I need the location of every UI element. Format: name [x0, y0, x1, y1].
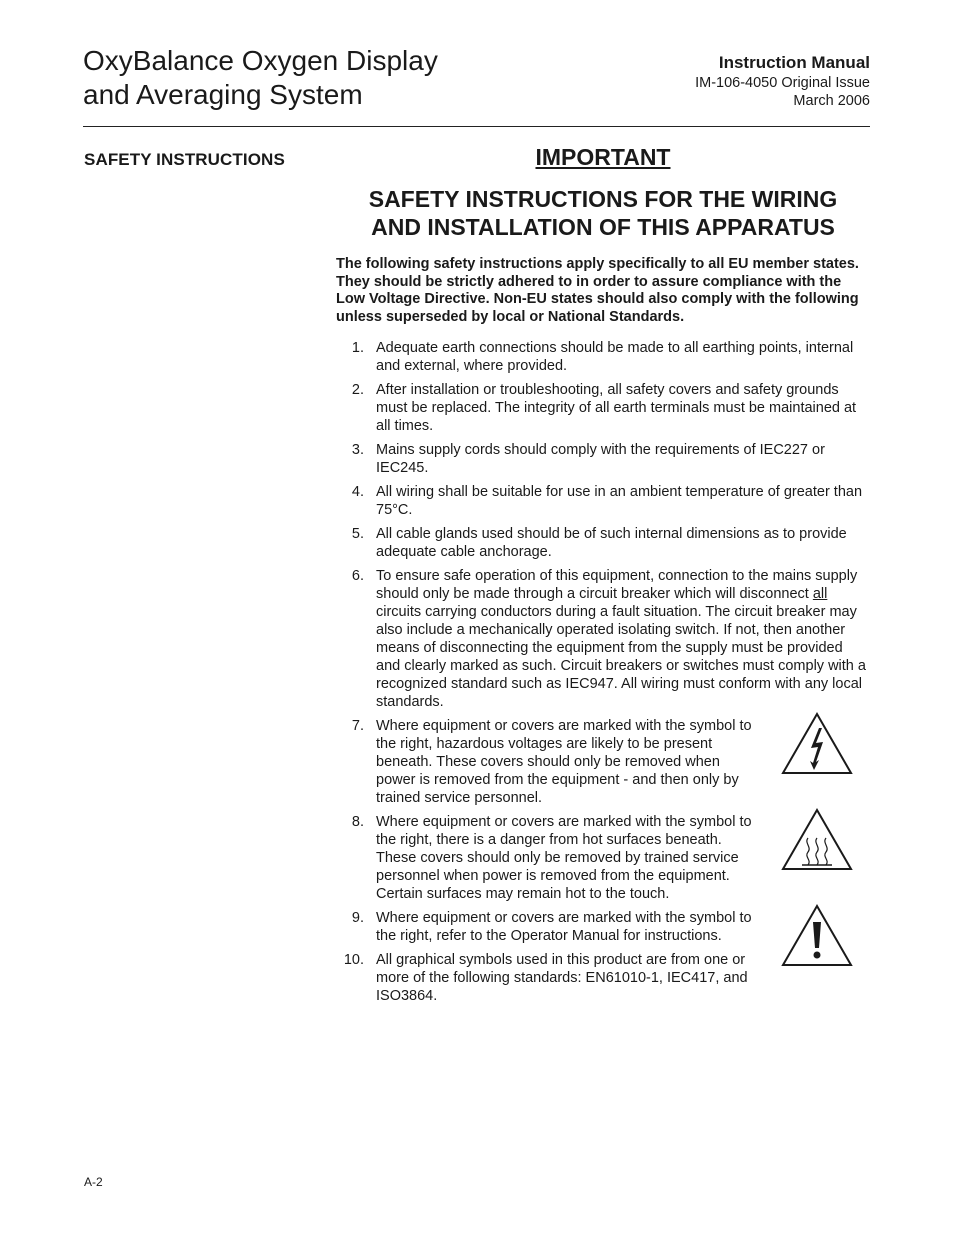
item-text-underlined: all — [812, 586, 828, 602]
list-item — [336, 951, 870, 1005]
item-text: All wiring shall be suitable for use in an ambient temperature of greater than 75°C. — [376, 484, 863, 518]
item-text-part: To ensure safe operation of this equipment, connection to the mains supply should only be made through a circuit breaker which will disconnect — [376, 568, 858, 602]
list-item — [336, 483, 870, 519]
main-content — [336, 142, 870, 1011]
safety-list — [336, 339, 870, 1005]
doc-number: IM-106-4050 Original Issue — [695, 75, 870, 91]
item-text — [376, 568, 866, 710]
item-number: 3. — [351, 442, 364, 458]
list-item — [336, 567, 870, 711]
header-info — [695, 52, 870, 110]
page-number: A-2 — [84, 1175, 103, 1189]
side-section-title: SAFETY INSTRUCTIONS — [84, 150, 285, 169]
item-number: 2. — [351, 382, 364, 398]
hot-surface-icon — [780, 807, 854, 873]
item-text: Where equipment or covers are marked with the symbol to the right, hazardous voltages are likely to be present beneath. These covers should only be removed when power is removed from the equipment - and then only by trained service personnel. — [376, 718, 752, 806]
list-item — [336, 717, 870, 807]
item-number: 9. — [351, 910, 364, 926]
item-text: Adequate earth connections should be made to all earthing points, internal and external, where provided. — [376, 340, 854, 374]
list-item — [336, 525, 870, 561]
important-heading: IMPORTANT — [535, 144, 671, 170]
item-number: 6. — [351, 568, 364, 584]
list-item — [336, 441, 870, 477]
header-divider — [83, 126, 870, 127]
item-number: 10. — [343, 952, 364, 968]
item-number: 5. — [351, 526, 364, 542]
item-number: 1. — [351, 340, 364, 356]
heading-line-2: AND INSTALLATION OF THIS APPARATUS — [371, 214, 835, 240]
heading-line-1: SAFETY INSTRUCTIONS FOR THE WIRING — [368, 186, 838, 212]
item-text-part: circuits carrying conductors during a fault situation. The circuit breaker may also include a mechanically operated isolating switch. If not, then another means of disconnecting the equipment from the supply must be provided and clearly marked as such. Circuit breakers or switches must comply with a recognized standard such as IEC947. All wiring must conform with any local standards. — [376, 604, 866, 710]
list-item — [336, 909, 870, 945]
item-text: Where equipment or covers are marked with the symbol to the right, there is a danger from hot surfaces beneath. These covers should only be removed by trained service personnel when power is removed from the equipment. Certain surfaces may remain hot to the touch. — [376, 814, 752, 902]
item-text: Where equipment or covers are marked with the symbol to the right, refer to the Operator Manual for instructions. — [376, 910, 752, 944]
title-line-2: and Averaging System — [83, 79, 363, 110]
manual-label: Instruction Manual — [718, 53, 870, 72]
document-title — [83, 44, 503, 112]
intro-paragraph: The following safety instructions apply specifically to all EU member states. They should be strictly adhered to in order to assure compliance with the Low Voltage Directive. Non-EU states should also comply with the following unless superseded by local or National Standards. — [336, 256, 859, 325]
safety-heading — [336, 185, 870, 241]
item-text: All cable glands used should be of such internal dimensions as to provide adequate cable anchorage. — [376, 526, 847, 560]
item-number: 8. — [351, 814, 364, 830]
list-item — [336, 813, 870, 903]
item-text: Mains supply cords should comply with the requirements of IEC227 or IEC245. — [376, 442, 825, 476]
electrical-hazard-icon — [780, 711, 854, 777]
title-line-1: OxyBalance Oxygen Display — [83, 45, 438, 76]
list-item — [336, 339, 870, 375]
item-number: 7. — [351, 718, 364, 734]
item-number: 4. — [351, 484, 364, 500]
doc-date: March 2006 — [793, 93, 870, 109]
list-item — [336, 381, 870, 435]
item-text: All graphical symbols used in this product are from one or more of the following standards: EN61010-1, IEC417, and ISO3864. — [376, 952, 748, 1004]
item-text: After installation or troubleshooting, all safety covers and safety grounds must be replaced. The integrity of all earth terminals must be maintained at all times. — [376, 382, 857, 434]
